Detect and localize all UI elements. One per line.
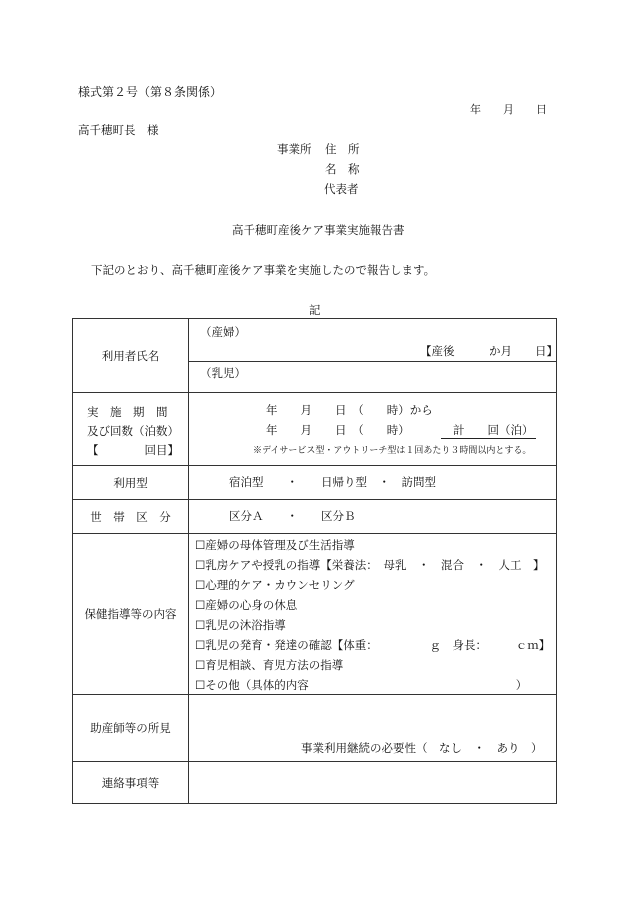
infant-label: （乳児）: [200, 366, 246, 380]
contact-label: 連絡事項等: [73, 762, 189, 804]
intro-text: 下記のとおり、高千穂町産後ケア事業を実施したので報告します。: [91, 263, 436, 277]
row-midwife: [73, 695, 557, 762]
row-type: [73, 466, 557, 500]
row-contact: [73, 762, 557, 804]
row-household: [73, 500, 557, 534]
guidance-cell[interactable]: [189, 534, 557, 695]
midwife-opinion-cell[interactable]: [189, 695, 557, 762]
user-divider: [189, 361, 556, 362]
period-label: 実 施 期 間: [87, 405, 168, 419]
guidance-item[interactable]: ☐産婦の母体管理及び生活指導: [195, 538, 355, 552]
guidance-item[interactable]: ☐乳児の発育・発達の確認【体重： ｇ 身長： ｃｍ】: [195, 638, 551, 652]
document-title: 高千穂町産後ケア事業実施報告書: [232, 223, 405, 237]
period-total: 計 回（泊）: [441, 425, 536, 439]
mother-label: （産婦）: [200, 325, 246, 339]
office-address-label: 住 所: [325, 142, 360, 156]
period-note: ※デイサービス型・アウトリーチ型は１回あたり３時間以内とする。: [253, 446, 532, 456]
period-cell[interactable]: [189, 393, 557, 466]
form-number: 様式第２号（第８条関係）: [78, 85, 223, 99]
guidance-item[interactable]: ☐乳房ケアや授乳の指導【栄養法： 母乳 ・ 混合 ・ 人工 】: [195, 558, 545, 572]
household-cell[interactable]: [189, 500, 557, 534]
household-label: 世 帯 区 分: [73, 500, 189, 534]
postpartum-period: 【産後 か月 日】: [420, 344, 558, 358]
usage-type-label: 利用型: [73, 466, 189, 500]
visit-number: 【 回目】: [87, 443, 179, 457]
usage-type-options: 宿泊型 ・ 日帰り型 ・ 訪問型: [229, 475, 436, 489]
row-period: [73, 393, 557, 466]
continuation-need: 事業利用継続の必要性（ なし ・ あり ）: [301, 741, 543, 755]
contact-cell[interactable]: [189, 762, 557, 804]
period-label-cell: [73, 393, 189, 466]
period-from: 年 月 日 （ 時）から: [266, 403, 433, 417]
user-name-label: 利用者氏名: [73, 319, 189, 393]
report-table: [72, 318, 557, 804]
ki-heading: 記: [309, 303, 321, 317]
office-prefix: 事業所: [277, 142, 312, 156]
row-guidance: [73, 534, 557, 695]
household-options: 区分Ａ ・ 区分Ｂ: [229, 509, 356, 523]
addressee: 高千穂町長 様: [78, 123, 159, 137]
date-line: 年 月 日: [470, 103, 547, 116]
count-label: 及び回数（泊数）: [87, 424, 179, 438]
user-name-cell[interactable]: [189, 319, 557, 393]
midwife-opinion-label: 助産師等の所見: [73, 695, 189, 762]
guidance-item[interactable]: ☐その他（具体的内容 ）: [195, 678, 528, 692]
guidance-item[interactable]: ☐育児相談、育児方法の指導: [195, 658, 344, 672]
guidance-label: 保健指導等の内容: [73, 534, 189, 695]
period-to: 年 月 日 （ 時）: [266, 423, 410, 437]
office-representative-label: 代表者: [324, 182, 359, 196]
guidance-item[interactable]: ☐心理的ケア・カウンセリング: [195, 578, 355, 592]
guidance-item[interactable]: ☐産婦の心身の休息: [195, 598, 298, 612]
guidance-item[interactable]: ☐乳児の沐浴指導: [195, 618, 286, 632]
office-name-label: 名 称: [325, 162, 360, 176]
usage-type-cell[interactable]: [189, 466, 557, 500]
row-user: [73, 319, 557, 393]
